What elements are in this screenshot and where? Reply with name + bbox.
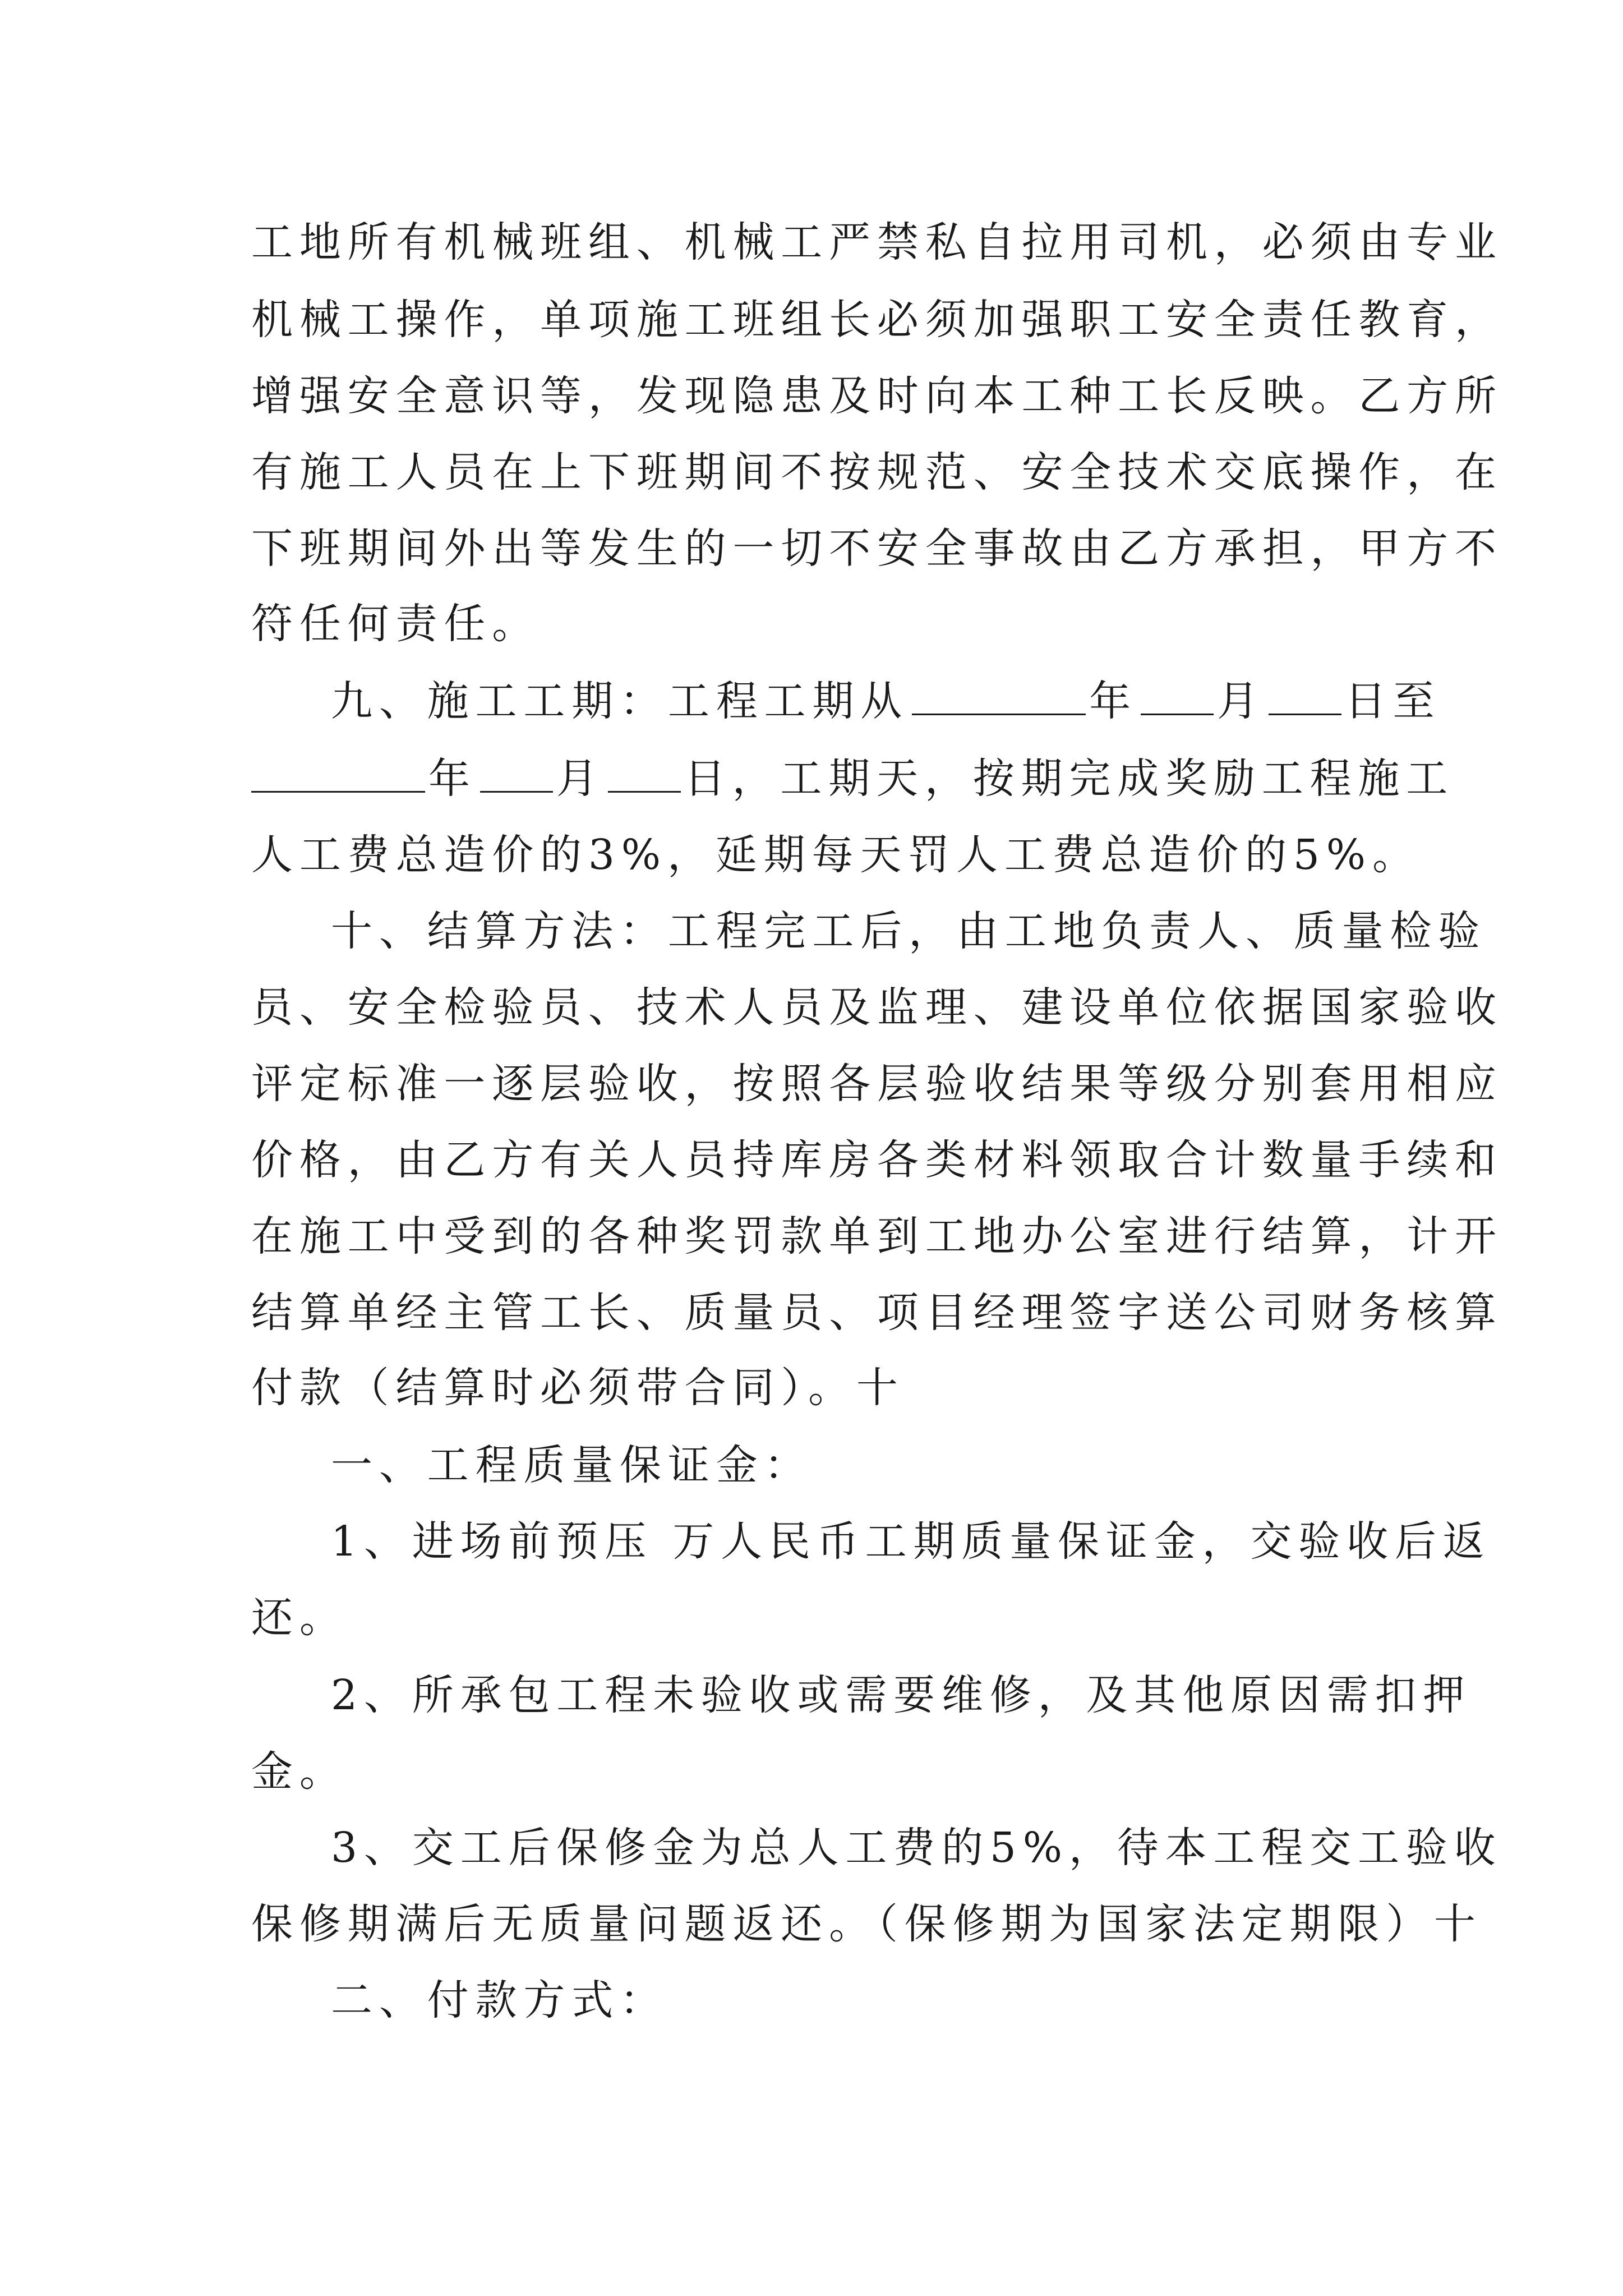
settlement-line: 在施工中受到的各种奖罚款单到工地办公室进行结算，计开 xyxy=(251,1212,1503,1260)
day-blank xyxy=(608,756,681,793)
day-label: 日，工期天，按期完成奖励工程施工 xyxy=(684,754,1455,803)
month-blank xyxy=(1141,679,1214,715)
deposit-item-1: 1、进场前预压 万人民币工期质量保证金，交验收后返 xyxy=(331,1517,1491,1566)
year-blank xyxy=(912,679,1086,715)
year-label: 年 xyxy=(1089,677,1137,725)
month-label: 月 xyxy=(556,754,605,803)
deposit-item-2: 2、所承包工程未验收或需要维修，及其他原因需扣押 xyxy=(331,1671,1472,1719)
deposit-item-3-cont: 保修期满后无质量问题返还。（保修期为国家法定期限）十 xyxy=(251,1900,1482,1948)
text-line: 工地所有机械班组、机械工严禁私自拉用司机，必须由专业 xyxy=(251,218,1503,266)
year-blank xyxy=(251,756,425,793)
deposit-item-1-cont: 还。 xyxy=(251,1594,348,1642)
settlement-line: 价格，由乙方有关人员持库房各类材料领取合计数量手续和 xyxy=(251,1136,1503,1184)
settlement-line: 评定标准一逐层验收，按照各层验收结果等级分别套用相应 xyxy=(251,1060,1503,1108)
deposit-item-2-cont: 金。 xyxy=(251,1747,348,1796)
month-blank xyxy=(480,756,553,793)
settlement-line: 付款（结算时必须带合同）。十 xyxy=(251,1364,905,1412)
month-label: 月 xyxy=(1216,677,1265,725)
deposit-item-3: 3、交工后保修金为总人工费的5%，待本工程交工验收 xyxy=(331,1824,1502,1872)
settlement-line: 十、结算方法：工程完工后，由工地负责人、质量检验 xyxy=(331,907,1487,955)
text-line: 符任何责任。 xyxy=(251,600,541,648)
text-line: 增强安全意识等，发现隐患及时向本工种工长反映。乙方所 xyxy=(251,372,1503,420)
settlement-line: 结算单经主管工长、质量员、项目经理签字送公司财务核算 xyxy=(251,1289,1503,1337)
text-line: 机械工操作，单项施工班组长必须加强职工安全责任教育， xyxy=(251,296,1503,344)
period-prefix: 九、施工工期：工程工期从 xyxy=(331,677,909,725)
deposit-heading: 一、工程质量保证金： xyxy=(331,1441,813,1489)
year-label: 年 xyxy=(428,754,477,803)
settlement-line: 员、安全检验员、技术人员及监理、建设单位依据国家验收 xyxy=(251,983,1503,1032)
day-to-label: 日至 xyxy=(1344,677,1441,725)
day-blank xyxy=(1269,679,1341,715)
text-line: 下班期间外出等发生的一切不安全事故由乙方承担，甲方不 xyxy=(251,524,1503,573)
period-line-2 xyxy=(251,751,1454,807)
period-line-1 xyxy=(331,673,1441,729)
text-line: 有施工人员在上下班期间不按规范、安全技术交底操作，在 xyxy=(251,448,1503,496)
period-line-3: 人工费总造价的3%，延期每天罚人工费总造价的5%。 xyxy=(251,831,1421,879)
payment-heading: 二、付款方式： xyxy=(331,1976,668,2024)
